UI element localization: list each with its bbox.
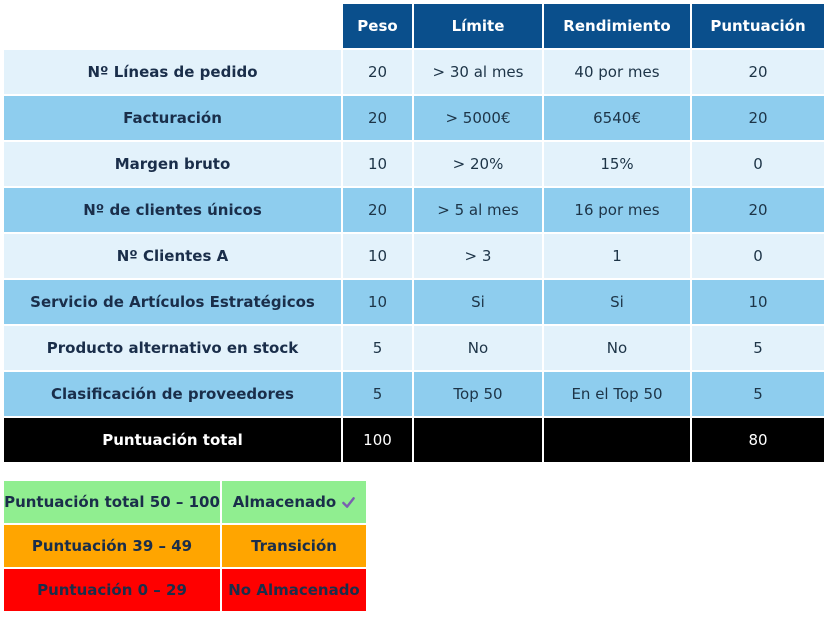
criterion-cell: Producto alternativo en stock bbox=[3, 325, 342, 371]
legend-row-not-stored bbox=[3, 568, 367, 612]
limite-cell: > 30 al mes bbox=[413, 49, 543, 95]
table-row bbox=[3, 49, 825, 95]
puntuacion-cell: 10 bbox=[691, 279, 825, 325]
total-puntuacion: 80 bbox=[691, 417, 825, 463]
rendimiento-cell: 6540€ bbox=[543, 95, 691, 141]
rendimiento-cell: 40 por mes bbox=[543, 49, 691, 95]
criterion-cell: Servicio de Artículos Estratégicos bbox=[3, 279, 342, 325]
table-row bbox=[3, 233, 825, 279]
criterion-cell: Facturación bbox=[3, 95, 342, 141]
legend-status: No Almacenado bbox=[221, 568, 367, 612]
peso-cell: 20 bbox=[342, 49, 413, 95]
rendimiento-cell: En el Top 50 bbox=[543, 371, 691, 417]
limite-cell: No bbox=[413, 325, 543, 371]
total-rendimiento bbox=[543, 417, 691, 463]
rendimiento-cell: 15% bbox=[543, 141, 691, 187]
header-blank-cell bbox=[3, 3, 342, 49]
score-legend bbox=[2, 479, 368, 613]
table-row bbox=[3, 141, 825, 187]
limite-cell: Si bbox=[413, 279, 543, 325]
puntuacion-cell: 20 bbox=[691, 49, 825, 95]
limite-cell: Top 50 bbox=[413, 371, 543, 417]
table-row bbox=[3, 187, 825, 233]
legend-row-transition bbox=[3, 524, 367, 568]
criterion-cell: Nº Clientes A bbox=[3, 233, 342, 279]
peso-cell: 10 bbox=[342, 141, 413, 187]
total-row bbox=[3, 417, 825, 463]
legend-status: Transición bbox=[221, 524, 367, 568]
legend-range: Puntuación 39 – 49 bbox=[3, 524, 221, 568]
total-label: Puntuación total bbox=[3, 417, 342, 463]
rendimiento-cell: No bbox=[543, 325, 691, 371]
puntuacion-cell: 20 bbox=[691, 187, 825, 233]
scoring-table bbox=[2, 2, 826, 464]
legend-status-label: Almacenado bbox=[232, 493, 337, 511]
limite-cell: > 3 bbox=[413, 233, 543, 279]
header-puntuacion: Puntuación bbox=[691, 3, 825, 49]
criterion-cell: Nº de clientes únicos bbox=[3, 187, 342, 233]
header-rendimiento: Rendimiento bbox=[543, 3, 691, 49]
legend-row-stored bbox=[3, 480, 367, 524]
criterion-cell: Nº Líneas de pedido bbox=[3, 49, 342, 95]
peso-cell: 5 bbox=[342, 325, 413, 371]
peso-cell: 10 bbox=[342, 233, 413, 279]
table-row bbox=[3, 325, 825, 371]
puntuacion-cell: 0 bbox=[691, 233, 825, 279]
peso-cell: 20 bbox=[342, 187, 413, 233]
total-limite bbox=[413, 417, 543, 463]
table-row bbox=[3, 95, 825, 141]
criterion-cell: Clasificación de proveedores bbox=[3, 371, 342, 417]
total-peso: 100 bbox=[342, 417, 413, 463]
criterion-cell: Margen bruto bbox=[3, 141, 342, 187]
legend-status bbox=[221, 480, 367, 524]
header-limite: Límite bbox=[413, 3, 543, 49]
table-row bbox=[3, 371, 825, 417]
peso-cell: 20 bbox=[342, 95, 413, 141]
puntuacion-cell: 5 bbox=[691, 325, 825, 371]
table-row bbox=[3, 279, 825, 325]
puntuacion-cell: 5 bbox=[691, 371, 825, 417]
peso-cell: 10 bbox=[342, 279, 413, 325]
puntuacion-cell: 20 bbox=[691, 95, 825, 141]
limite-cell: > 5000€ bbox=[413, 95, 543, 141]
peso-cell: 5 bbox=[342, 371, 413, 417]
legend-range: Puntuación 0 – 29 bbox=[3, 568, 221, 612]
legend-range: Puntuación total 50 – 100 bbox=[3, 480, 221, 524]
header-peso: Peso bbox=[342, 3, 413, 49]
header-row bbox=[3, 3, 825, 49]
limite-cell: > 20% bbox=[413, 141, 543, 187]
rendimiento-cell: 16 por mes bbox=[543, 187, 691, 233]
limite-cell: > 5 al mes bbox=[413, 187, 543, 233]
puntuacion-cell: 0 bbox=[691, 141, 825, 187]
check-icon bbox=[342, 496, 355, 509]
rendimiento-cell: 1 bbox=[543, 233, 691, 279]
rendimiento-cell: Si bbox=[543, 279, 691, 325]
